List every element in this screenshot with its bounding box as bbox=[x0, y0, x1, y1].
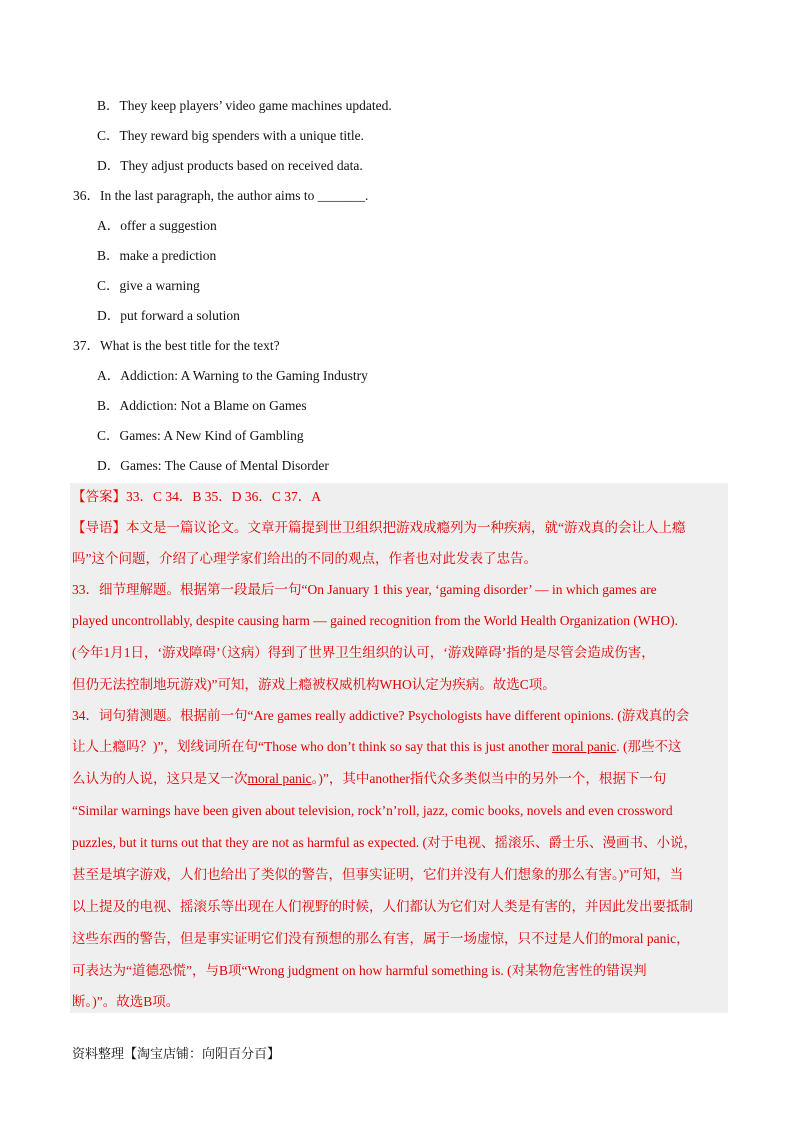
q36-option-d: D．put forward a solution bbox=[97, 308, 240, 323]
exp34-line-10: 断。)”。故选B项。 bbox=[72, 994, 180, 1009]
q37-stem: 37．What is the best title for the text? bbox=[73, 338, 280, 353]
q35-option-b: B．They keep players’ video game machines updated. bbox=[97, 98, 392, 113]
exp34-line-6: 甚至是填字游戏，人们也给出了类似的警告，但事实证明，它们并没有人们想象的那么有害。)”可知，当 bbox=[72, 867, 684, 882]
exp34-line-1: 34．词句猜测题。根据前一句“Are games really addictive? Psychologists have different opinions. (游戏真的会 bbox=[72, 708, 690, 723]
exp34-line-2-text: 让人上瘾吗？)”，划线词所在句“Those who don’t think so say that this is just another bbox=[72, 739, 553, 754]
exp34-line-5: puzzles, but it turns out that they are not as harmful as expected. (对于电视、摇滚乐、爵士乐、漫画书、小说， bbox=[72, 835, 698, 850]
footer-source: 资料整理【淘宝店铺：向阳百分百】 bbox=[72, 1047, 281, 1062]
exp33-line-4: 但仍无法控制地玩游戏)”可知，游戏上瘾被权威机构WHO认定为疾病。故选C项。 bbox=[72, 677, 556, 692]
exp34-line-2-end: . (那些不这 bbox=[616, 739, 682, 754]
exp34-line-3 bbox=[72, 769, 666, 789]
q36-option-c: C．give a warning bbox=[97, 278, 200, 293]
exp34-line-4: “Similar warnings have been given about television, rock’n’roll, jazz, comic books, novels and even crossword bbox=[72, 803, 673, 818]
exp34-line-2 bbox=[72, 737, 681, 757]
q37-option-d: D．Games: The Cause of Mental Disorder bbox=[97, 458, 329, 473]
underlined-term: moral panic bbox=[552, 739, 617, 754]
exp33-line-1: 33．细节理解题。根据第一段最后一句“On January 1 this year, ‘gaming disorder’ — in which games are bbox=[72, 582, 657, 597]
q35-option-c: C．They reward big spenders with a unique title. bbox=[97, 128, 364, 143]
exp34-line-3-end: 。)”，其中another指代众多类似当中的另外一个，根据下一句 bbox=[311, 771, 667, 786]
q37-option-b: B．Addiction: Not a Blame on Games bbox=[97, 398, 307, 413]
q36-option-a: A．offer a suggestion bbox=[97, 218, 217, 233]
exp34-line-3-start: 么认为的人说，这只是又一次 bbox=[72, 771, 248, 786]
q36-option-b: B．make a prediction bbox=[97, 248, 217, 263]
q37-option-a: A．Addiction: A Warning to the Gaming Industry bbox=[97, 368, 368, 383]
q37-option-c: C．Games: A New Kind of Gambling bbox=[97, 428, 304, 443]
q36-stem: 36．In the last paragraph, the author aims to _______. bbox=[73, 188, 369, 203]
underlined-term: moral panic bbox=[247, 771, 312, 786]
guide-line-2: 吗”这个问题，介绍了心理学家们给出的不同的观点，作者也对此发表了忠告。 bbox=[72, 551, 537, 566]
exp34-line-8: 这些东西的警告，但是事实证明它们没有预想的那么有害，属于一场虚惊，只不过是人们的moral panic， bbox=[72, 931, 690, 946]
q35-option-d: D．They adjust products based on received data. bbox=[97, 158, 363, 173]
exp34-line-9: 可表达为“道德恐慌”，与B项“Wrong judgment on how harmful something is. (对某物危害性的错误判 bbox=[72, 963, 647, 978]
exp34-line-7: 以上提及的电视、摇滚乐等出现在人们视野的时候，人们都认为它们对人类是有害的，并因此发出要抵制 bbox=[72, 899, 693, 914]
answer-key: 【答案】33．C 34．B 35．D 36．C 37．A bbox=[72, 489, 322, 504]
guide-line-1: 【导语】本文是一篇议论文。文章开篇提到世卫组织把游戏成瘾列为一种疾病，就“游戏真的会让人上瘾 bbox=[72, 520, 686, 535]
exp33-line-2: played uncontrollably, despite causing harm — gained recognition from the World Health Organization (WHO). bbox=[72, 613, 678, 628]
exp33-line-3: (今年1月1日，‘游戏障碍’（这病）得到了世界卫生组织的认可，‘游戏障碍’指的是尽管会造成伤害， bbox=[72, 645, 655, 660]
